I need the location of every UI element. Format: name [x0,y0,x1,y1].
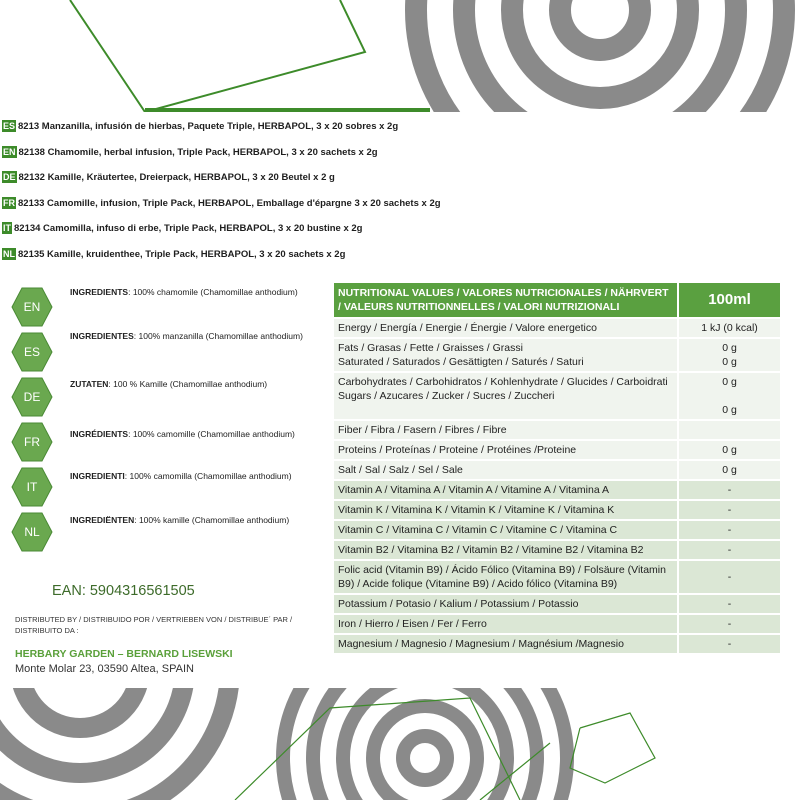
distributor-company: HERBARY GARDEN – BERNARD LISEWSKI [15,648,233,660]
lang-badge: NL [3,249,15,259]
nutrition-row [334,318,780,338]
ingredient-line-es [70,331,303,341]
nutrient-value: - [678,500,780,520]
lang-badge: ES [3,121,16,131]
ingredient-line-nl [70,515,289,525]
ingredient-text: : 100% camomilla (Chamomillae anthodium) [124,471,292,481]
nutrient-value: 1 kJ (0 kcal) [678,318,780,338]
nutrient-value [678,420,780,440]
lang-badge: DE [3,172,16,182]
ingredient-text: : 100 % Kamille (Chamomillae anthodium) [108,379,268,389]
nutrition-row [334,440,780,460]
ingredient-label: INGREDIËNTEN [70,515,135,525]
nutrition-row [334,540,780,560]
lang-badge: FR [3,198,15,208]
hexagon-label: DE [23,390,41,404]
ingredient-label: ZUTATEN [70,379,109,389]
nutrition-row [334,500,780,520]
nutrition-row [334,594,780,614]
nutrient-name: Fats / Grasas / Fette / Graisses / Grassi Saturated / Saturados / Gesättigten / Saturés / Saturi [334,338,678,372]
distributor-label: DISTRIBUTED BY / DISTRIBUIDO POR / VERTRIEBEN VON / DISTRIBUE´ PAR / DISTRIBUITO DA : [15,615,293,635]
nutrient-name: Energy / Energía / Energie / Énergie / Valore energetico [334,318,678,338]
ean-code: EAN: 5904316561505 [52,583,195,599]
nutrition-row [334,614,780,634]
top-decoration [0,0,800,112]
ingredient-line-en [70,287,298,297]
product-row-it [2,220,362,236]
product-row-nl [2,246,345,262]
nutrition-row [334,480,780,500]
nutrient-value: - [678,520,780,540]
nutrient-value: 0 g [678,440,780,460]
nutrition-row [334,460,780,480]
nutrient-name: Vitamin B2 / Vitamina B2 / Vitamin B2 / Vitamine B2 / Vitamina B2 [334,540,678,560]
nutrition-row [334,372,780,420]
nutrition-row [334,634,780,653]
hexagon-label: IT [26,480,38,494]
nutrient-value: 0 g [678,460,780,480]
product-text: 8213 Manzanilla, infusión de hierbas, Paquete Triple, HERBAPOL, 3 x 20 sobres x 2g [18,120,399,132]
ingredient-line-fr [70,429,295,439]
product-text: 82134 Camomilla, infuso di erbe, Triple Pack, HERBAPOL, 3 x 20 bustine x 2g [14,222,363,234]
nutrient-name: Magnesium / Magnesio / Magnesium / Magnésium /Magnesio [334,634,678,653]
nutrient-name: Vitamin A / Vitamina A / Vitamin A / Vitamine A / Vitamina A [334,480,678,500]
nutrient-value: - [678,634,780,653]
nutrient-name: Iron / Hierro / Eisen / Fer / Ferro [334,614,678,634]
nutrient-name: Salt / Sal / Salz / Sel / Sale [334,460,678,480]
product-row-fr [2,195,441,211]
ingredient-label: INGREDIENTES [70,331,134,341]
hexagon-label: FR [24,435,40,449]
nutrient-value: - [678,594,780,614]
nutrient-name: Proteins / Proteínas / Proteine / Protéines /Proteine [334,440,678,460]
nutrition-row [334,338,780,372]
nutrient-value: 0 g 0 g [678,338,780,372]
bottom-decoration [0,688,800,800]
nutrient-value: 0 g 0 g [678,372,780,420]
ingredient-label: INGREDIENTI [70,471,125,481]
ingredient-line-it [70,471,292,481]
nutrient-name: Fiber / Fibra / Fasern / Fibres / Fibre [334,420,678,440]
ingredient-text: : 100% chamomile (Chamomillae anthodium) [128,287,298,297]
hexagon-badge [11,512,53,552]
hexagon-badge [11,332,53,372]
product-text: 82138 Chamomile, herbal infusion, Triple Pack, HERBAPOL, 3 x 20 sachets x 2g [18,146,378,158]
nutrient-name: Vitamin K / Vitamina K / Vitamin K / Vitamine K / Vitamina K [334,500,678,520]
product-text: 82132 Kamille, Kräutertee, Dreierpack, HERBAPOL, 3 x 20 Beutel x 2 g [18,171,335,183]
nutrition-row [334,560,780,594]
nutrient-name: Potassium / Potasio / Kalium / Potassium / Potassio [334,594,678,614]
nutrient-value: - [678,540,780,560]
product-text: 82133 Camomille, infusion, Triple Pack, HERBAPOL, Emballage d'épargne 3 x 20 sachets x 2g [18,197,441,209]
distributor-address: Monte Molar 23, 03590 Altea, SPAIN [15,663,194,675]
hexagon-badge [11,467,53,507]
nutrition-unit-header: 100ml [678,283,780,318]
product-row-de [2,169,335,185]
nutrient-name: Carbohydrates / Carbohidratos / Kohlenhydrate / Glucides / Carboidrati Sugars / Azucares / Zucker / Sucres / Zuccheri [334,372,678,420]
product-row-en [2,144,378,160]
nutrition-table [334,283,780,653]
hexagon-badge [11,422,53,462]
ingredient-text: : 100% manzanilla (Chamomillae anthodium) [133,331,303,341]
product-row-es [2,118,398,134]
nutrient-value: - [678,560,780,594]
nutrition-row [334,420,780,440]
hexagon-label: ES [23,345,40,359]
hexagon-label: EN [23,300,41,314]
lang-badge: EN [3,147,16,157]
lang-badge: IT [3,223,11,233]
nutrient-name: Vitamin C / Vitamina C / Vitamin C / Vitamine C / Vitamina C [334,520,678,540]
nutrient-value: - [678,480,780,500]
hexagon-badge [11,287,53,327]
ingredient-label: INGREDIENTS [70,287,129,297]
ingredient-text: : 100% kamille (Chamomillae anthodium) [134,515,290,525]
nutrient-name: Folic acid (Vitamin B9) / Ácido Fólico (Vitamina B9) / Folsäure (Vitamin B9) / Acide folique (Vitamine B9) / Acido fólico (Vitamina B9) [334,560,678,594]
ingredient-label: INGRÉDIENTS [70,429,129,439]
nutrition-row [334,520,780,540]
hexagon-badge [11,377,53,417]
product-text: 82135 Kamille, kruidenthee, Triple Pack, HERBAPOL, 3 x 20 sachets x 2g [18,248,346,260]
nutrient-value: - [678,614,780,634]
ingredient-text: : 100% camomille (Chamomillae anthodium) [128,429,295,439]
ingredient-line-de [70,379,267,389]
hexagon-label: NL [24,525,40,539]
nutrition-header: NUTRITIONAL VALUES / VALORES NUTRICIONALES / NÄHRVERT / VALEURS NUTRITIONNELLES / VALORI NUTRIZIONALI [334,283,678,318]
